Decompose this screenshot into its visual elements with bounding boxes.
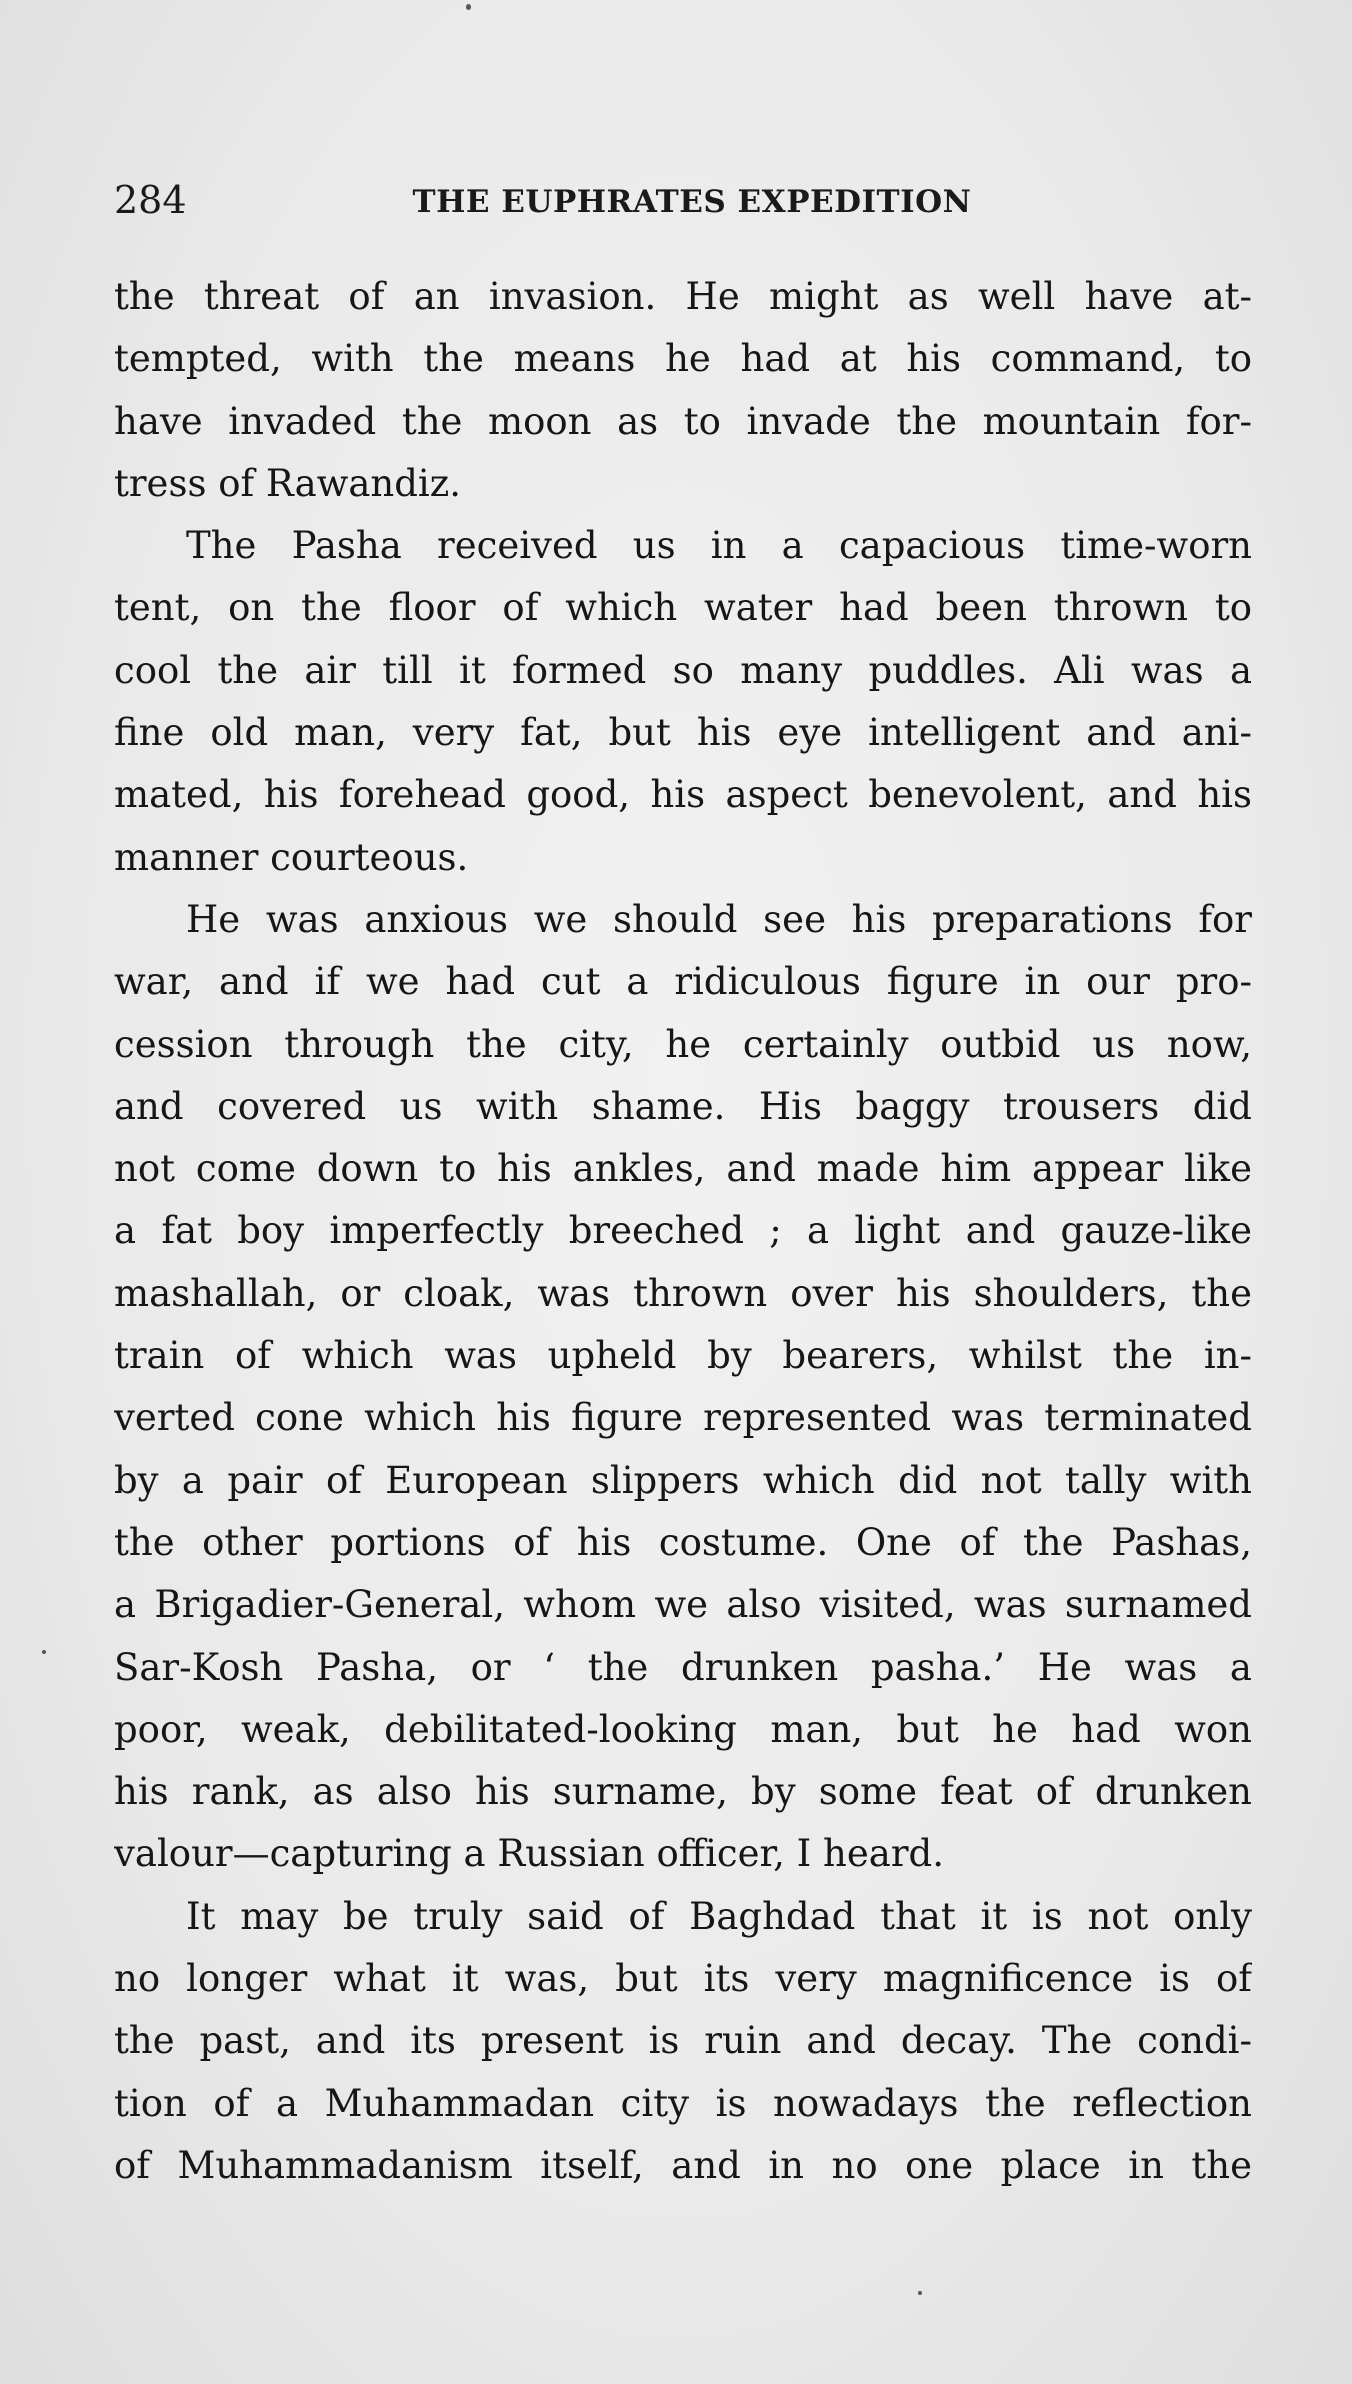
running-head: THE EUPHRATES EXPEDITION xyxy=(412,184,972,220)
text-line: of Muhammadanism itself, and in no one place in the xyxy=(114,2143,1252,2187)
text-line: no longer what it was, but its very magnificence is of xyxy=(114,1957,1252,2001)
text-line: not come down to his ankles, and made him appear like xyxy=(114,1147,1252,1191)
text-line: the past, and its present is ruin and decay. The condi- xyxy=(114,2019,1252,2063)
paper-speck xyxy=(42,1650,46,1654)
text-line: verted cone which his figure represented was terminated xyxy=(114,1396,1252,1440)
page-number: 284 xyxy=(114,178,187,222)
text-line: fine old man, very fat, but his eye intelligent and ani- xyxy=(114,711,1252,755)
body-text xyxy=(114,266,1252,2197)
text-line: tion of a Muhammadan city is nowadays the reflection xyxy=(114,2081,1252,2125)
text-line: cool the air till it formed so many puddles. Ali was a xyxy=(114,648,1252,692)
paper-speck xyxy=(918,2291,922,2295)
text-line: the threat of an invasion. He might as well have at- xyxy=(114,275,1252,318)
text-line: and covered us with shame. His baggy trousers did xyxy=(114,1084,1252,1128)
text-line: He was anxious we should see his preparations for xyxy=(186,897,1252,941)
text-line: have invaded the moon as to invade the mountain for- xyxy=(114,399,1252,443)
text-line: the other portions of his costume. One of the Pashas, xyxy=(114,1520,1252,1564)
paper-speck xyxy=(466,4,471,10)
text-line: The Pasha received us in a capacious time-worn xyxy=(186,524,1252,568)
text-line: mated, his forehead good, his aspect benevolent, and his xyxy=(114,773,1252,817)
text-line: cession through the city, he certainly outbid us now, xyxy=(114,1022,1252,1066)
page-header xyxy=(114,172,1250,232)
text-line: Sar-Kosh Pasha, or ‘ the drunken pasha.’ He was a xyxy=(114,1645,1252,1689)
text-line: tress of Rawandiz. xyxy=(114,461,462,505)
text-line: poor, weak, debilitated-looking man, but he had won xyxy=(114,1707,1252,1751)
text-line: tempted, with the means he had at his command, to xyxy=(114,337,1252,381)
text-line: It may be truly said of Baghdad that it is not only xyxy=(186,1894,1252,1938)
text-line: a Brigadier-General, whom we also visited, was surnamed xyxy=(114,1583,1252,1627)
text-line: tent, on the floor of which water had been thrown to xyxy=(114,586,1252,630)
text-line: his rank, as also his surname, by some feat of drunken xyxy=(114,1770,1252,1814)
text-line: train of which was upheld by bearers, whilst the in- xyxy=(114,1334,1252,1378)
text-line: war, and if we had cut a ridiculous figure in our pro- xyxy=(114,960,1252,1004)
text-line: mashallah, or cloak, was thrown over his shoulders, the xyxy=(114,1271,1252,1315)
text-line: a fat boy imperfectly breeched ; a light and gauze-like xyxy=(114,1209,1252,1253)
text-line: by a pair of European slippers which did not tally with xyxy=(114,1458,1252,1502)
text-line: manner courteous. xyxy=(114,835,469,879)
text-line: valour—capturing a Russian officer, I heard. xyxy=(114,1832,944,1876)
